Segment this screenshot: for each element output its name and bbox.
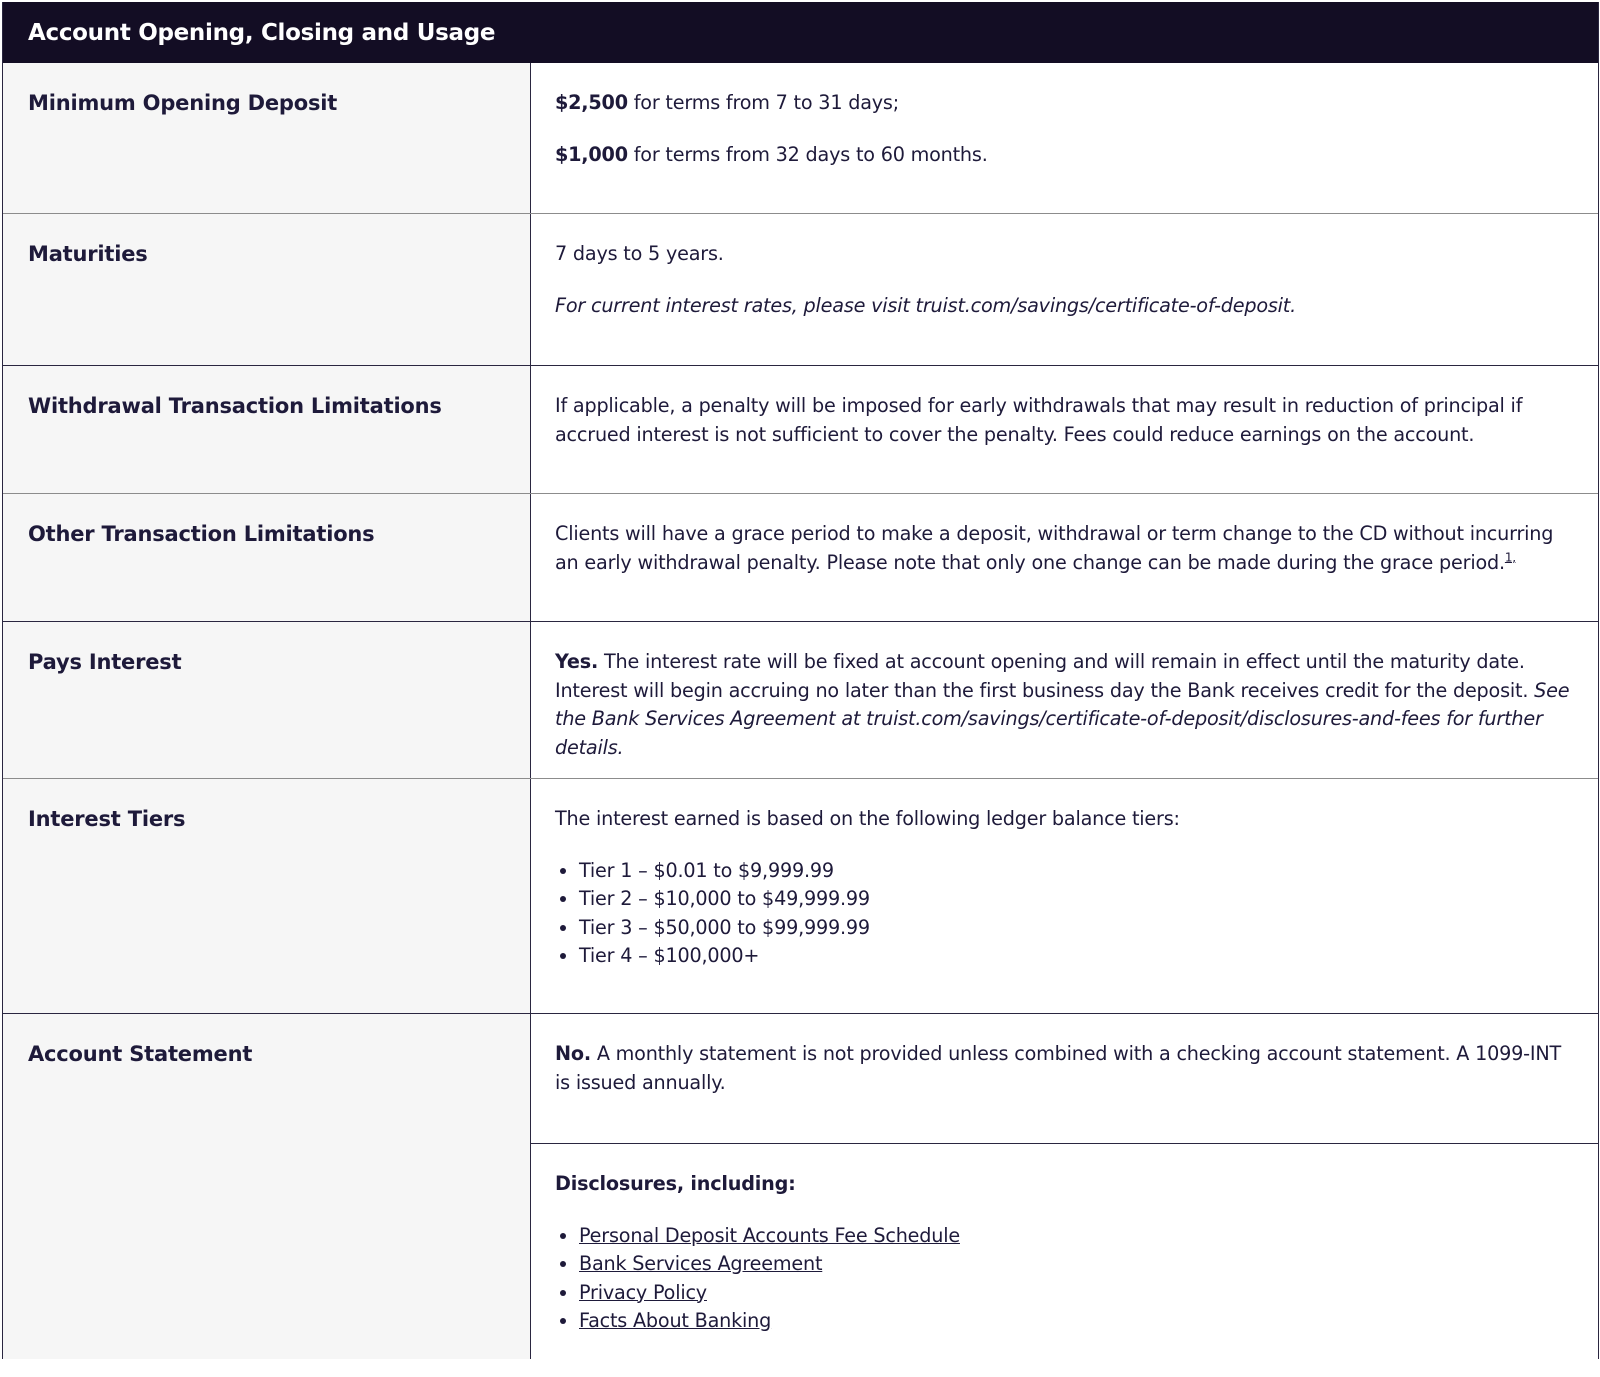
row-value (531, 366, 1598, 493)
row-label: Minimum Opening Deposit (3, 63, 531, 213)
statement-value (531, 1014, 1598, 1359)
deposit-text-2: for terms from 32 days to 60 months. (627, 142, 988, 166)
row-label: Withdrawal Transaction Limitations (3, 366, 531, 493)
table-row-maturities (3, 214, 1598, 366)
withdrawal-text: If applicable, a penalty will be imposed for early withdrawals that may result in reduction of principal if accrued interest is not sufficient to cover the penalty. Fees could reduce earnings on the account. (555, 394, 1523, 446)
disclosures-list (555, 1222, 1574, 1336)
row-label: Pays Interest (3, 622, 531, 778)
list-item (579, 1307, 1574, 1336)
row-value (531, 214, 1598, 365)
deposit-amount-1: $2,500 (555, 91, 628, 114)
other-text: Clients will have a grace period to make a deposit, withdrawal or term change to the CD without incurring an early withdrawal penalty. Please note that only one change can be made during the grace period. (555, 522, 1554, 574)
disclosures-heading: Disclosures, including: (555, 1172, 796, 1195)
footnote-link[interactable]: 1, (1504, 550, 1516, 565)
table-row-account-statement (3, 1014, 1598, 1359)
maturities-note: For current interest rates, please visit truist.com/savings/certificate-of-deposit. (555, 293, 1297, 317)
table-row-minimum-deposit (3, 63, 1598, 214)
statement-answer: No. (555, 1042, 591, 1065)
row-label: Account Statement (3, 1014, 531, 1359)
list-item (579, 1250, 1574, 1279)
list-item: • Tier 4 – $100,000+ (579, 942, 1574, 971)
list-item: • Tier 3 – $50,000 to $99,999.99 (579, 914, 1574, 943)
table-row-withdrawal-limitations (3, 366, 1598, 494)
table-row-other-limitations (3, 494, 1598, 622)
bank-services-agreement-link[interactable]: Bank Services Agreement (579, 1252, 823, 1275)
tiers-list (555, 857, 1574, 971)
list-item (579, 1279, 1574, 1308)
row-value (531, 622, 1598, 778)
facts-about-banking-link[interactable]: Facts About Banking (579, 1309, 772, 1332)
table-row-interest-tiers (3, 779, 1598, 1014)
deposit-amount-2: $1,000 (555, 142, 628, 166)
row-label: Maturities (3, 214, 531, 365)
row-value (531, 63, 1598, 213)
row-value (531, 494, 1598, 621)
deposit-text-1: for terms from 7 to 31 days; (627, 91, 899, 114)
row-label: Other Transaction Limitations (3, 494, 531, 621)
pays-interest-text: The interest rate will be fixed at account opening and will remain in effect until the maturity date. Interest will begin accruing no later than the first business day the Bank receives credit for the deposit. (555, 650, 1535, 702)
row-value (531, 779, 1598, 1013)
maturities-text: 7 days to 5 years. (555, 242, 724, 265)
pays-interest-answer: Yes. (555, 650, 599, 673)
list-item: • Tier 1 – $0.01 to $9,999.99 (579, 857, 1574, 886)
table-title: Account Opening, Closing and Usage (28, 19, 496, 46)
account-usage-table (2, 2, 1599, 1359)
row-label: Interest Tiers (3, 779, 531, 1013)
privacy-policy-link[interactable]: Privacy Policy (579, 1280, 707, 1304)
table-row-pays-interest (3, 622, 1598, 779)
statement-summary (531, 1014, 1598, 1144)
disclosures-section (531, 1144, 1598, 1359)
pays-interest-note: See the Bank Services Agreement at truist.com/savings/certificate-of-deposit/disclosures-and-fees for further details. (555, 678, 1570, 759)
list-item (579, 1222, 1574, 1251)
statement-text: A monthly statement is not provided unless combined with a checking account statement. A 1099-INT is issued annually. (555, 1042, 1562, 1094)
fee-schedule-link[interactable]: Personal Deposit Accounts Fee Schedule (579, 1223, 960, 1247)
tiers-intro: The interest earned is based on the following ledger balance tiers: (555, 807, 1180, 830)
table-header (3, 2, 1598, 63)
list-item: • Tier 2 – $10,000 to $49,999.99 (579, 885, 1574, 914)
